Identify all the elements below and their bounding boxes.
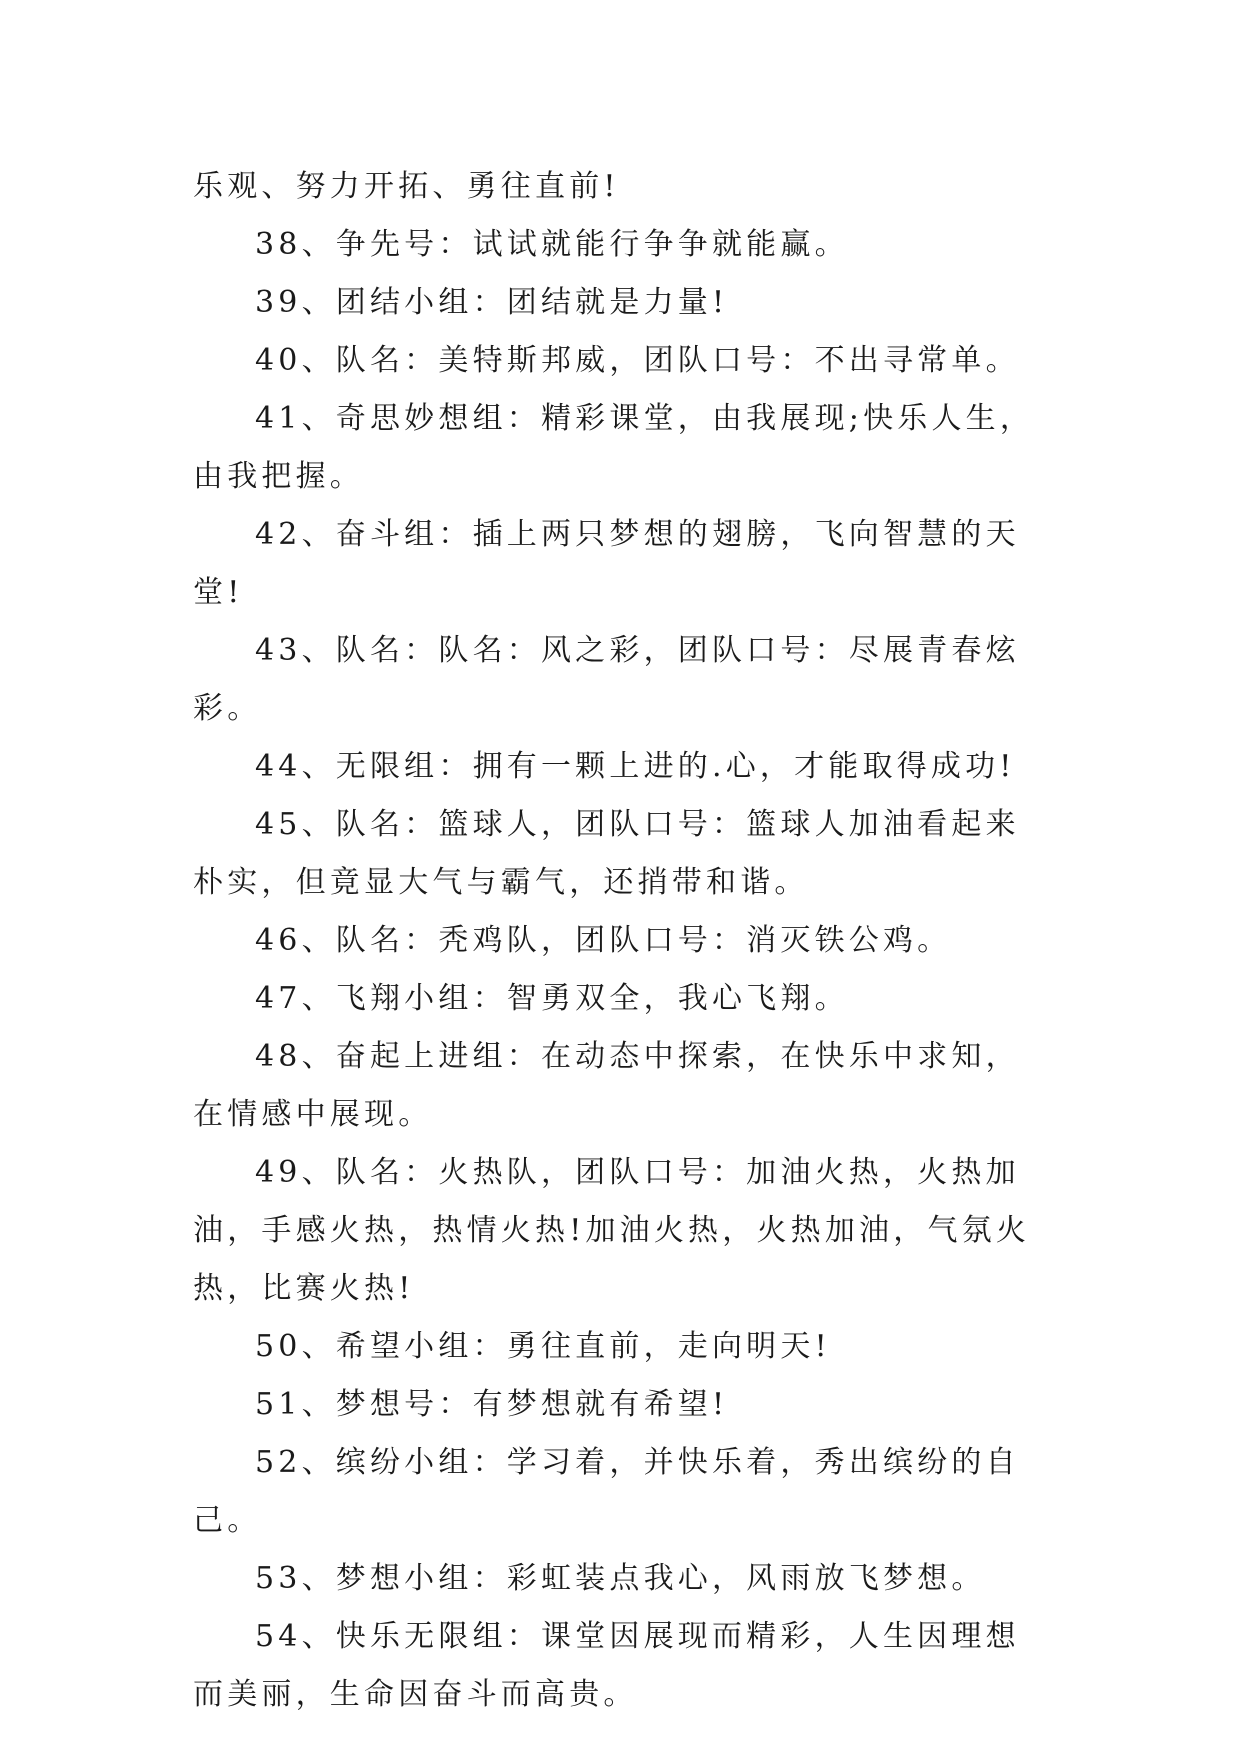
paragraph-item-49: 49、队名：火热队，团队口号：加油火热，火热加油，手感火热，热情火热!加油火热，火热加油，气氛火热，比赛火热! [193,1155,1031,1306]
paragraph-item-46: 46、队名：秃鸡队，团队口号：消灭铁公鸡。 [255,923,952,958]
paragraph-item-50: 50、希望小组：勇往直前，走向明天! [255,1329,831,1364]
paragraph-item-43: 43、队名：队名：风之彩，团队口号：尽展青春炫彩。 [193,633,1020,726]
paragraph-item-40: 40、队名：美特斯邦威，团队口号：不出寻常单。 [255,343,1020,378]
paragraph-item-41: 41、奇思妙想组：精彩课堂，由我展现;快乐人生，由我把握。 [193,401,1035,494]
paragraph-item-54: 54、快乐无限组：课堂因展现而精彩，人生因理想而美丽，生命因奋斗而高贵。 [193,1619,1020,1712]
paragraph-item-44: 44、无限组：拥有一颗上进的.心，才能取得成功! [255,749,1016,784]
paragraph-item-42: 42、奋斗组：插上两只梦想的翅膀，飞向智慧的天堂! [193,517,1020,610]
paragraph-item-39: 39、团结小组：团结就是力量! [255,285,729,320]
document-body [193,158,1053,1724]
paragraph-item-47: 47、飞翔小组：智勇双全，我心飞翔。 [255,981,849,1016]
paragraph-item-45: 45、队名：篮球人，团队口号：篮球人加油看起来朴实，但竟显大气与霸气，还捎带和谐。 [193,807,1020,900]
paragraph-item-52: 52、缤纷小组：学习着，并快乐着，秀出缤纷的自己。 [193,1445,1020,1538]
paragraph-item-53: 53、梦想小组：彩虹装点我心，风雨放飞梦想。 [255,1561,986,1596]
paragraph-item-48: 48、奋起上进组：在动态中探索，在快乐中求知，在情感中展现。 [193,1039,1020,1132]
paragraph-item-38: 38、争先号：试试就能行争争就能赢。 [255,227,849,262]
paragraph-continuation: 乐观、努力开拓、勇往直前! [193,169,620,204]
paragraph-item-51: 51、梦想号：有梦想就有希望! [255,1387,729,1422]
